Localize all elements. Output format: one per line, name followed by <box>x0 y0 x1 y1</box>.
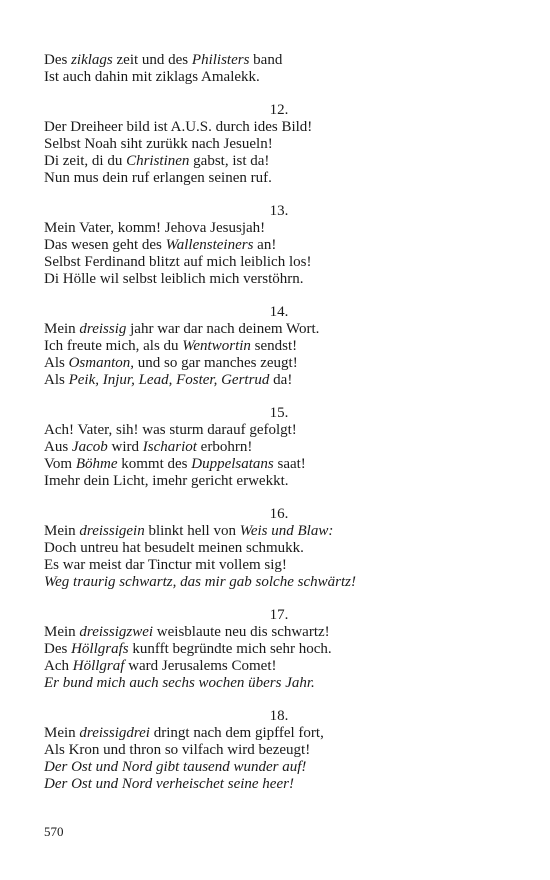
verse-line <box>44 271 514 288</box>
stanza-number: 16. <box>269 506 289 522</box>
text-run: jahr war dar nach deinem Wort. <box>126 321 320 337</box>
stanza-number: 15. <box>269 405 289 421</box>
italic-text: ziklags <box>71 52 113 68</box>
text-run: Als <box>44 355 69 371</box>
italic-text: Peik, Injur, Lead, Foster, Gertrud <box>68 372 270 388</box>
verse-line <box>44 321 514 338</box>
italic-text: Höllgraf <box>72 658 125 674</box>
italic-text: Er bund mich auch sechs wochen übers Jahr. <box>44 675 315 691</box>
italic-text: Der Ost und Nord verheischet seine heer! <box>44 776 294 792</box>
text-run: Selbst Ferdinand blitzt auf mich leiblich los! <box>44 254 312 270</box>
stanza <box>44 52 514 86</box>
verse-line <box>44 624 514 641</box>
italic-text: Höllgrafs <box>71 641 129 657</box>
italic-text: dreissigdrei <box>79 725 150 741</box>
text-run: Ach <box>44 658 73 674</box>
italic-text: Philisters <box>191 52 250 68</box>
text-run: band <box>249 52 283 68</box>
stanza-number: 17. <box>269 607 289 623</box>
text-run: saat! <box>273 456 306 472</box>
italic-text: Böhme <box>75 456 118 472</box>
stanza-number: 14. <box>269 304 289 320</box>
verse-line <box>44 473 514 490</box>
italic-text: Weis und Blaw: <box>239 523 334 539</box>
text-run: Ich freute mich, als du <box>44 338 183 354</box>
text-run: Di Hölle wil selbst leiblich mich verstöhrn. <box>44 271 304 287</box>
text-run: Mein <box>44 624 80 640</box>
stanza <box>44 607 514 692</box>
text-run: Als <box>44 372 69 388</box>
verse-line <box>44 220 514 237</box>
text-run: dringt nach dem gipffel fort, <box>149 725 324 741</box>
stanza <box>44 708 514 793</box>
text-run: ward Jerusalems Comet! <box>124 658 277 674</box>
verse-line <box>44 422 514 439</box>
text-run: Mein Vater, komm! Jehova Jesusjah! <box>44 220 266 236</box>
italic-text: dreissigzwei <box>79 624 154 640</box>
verse-line <box>44 153 514 170</box>
poem-page <box>44 52 514 793</box>
text-run: kunfft begründte mich sehr hoch. <box>128 641 332 657</box>
verse-line <box>44 254 514 271</box>
verse-line <box>44 675 514 692</box>
verse-line <box>44 456 514 473</box>
italic-text: dreissig <box>79 321 127 337</box>
text-run: gabst, ist da! <box>189 153 270 169</box>
stanza-number: 18. <box>269 708 289 724</box>
text-run: Di zeit, di du <box>44 153 127 169</box>
verse-line <box>44 759 514 776</box>
italic-text: Duppelsatans <box>191 456 274 472</box>
verse-line <box>44 540 514 557</box>
text-run: Mein <box>44 523 80 539</box>
italic-text: Wentwortin <box>182 338 251 354</box>
verse-line <box>44 136 514 153</box>
text-run: zeit und des <box>112 52 192 68</box>
verse-line <box>44 52 514 69</box>
text-run: Imehr dein Licht, imehr gericht erwekkt. <box>44 473 289 489</box>
text-run: und so gar manches zeugt! <box>134 355 298 371</box>
verse-line <box>44 557 514 574</box>
italic-text: Osmanton, <box>68 355 135 371</box>
text-run: Doch untreu hat besudelt meinen schmukk. <box>44 540 304 556</box>
verse-line <box>44 574 514 591</box>
stanza-number: 12. <box>269 102 289 118</box>
text-run: wird <box>107 439 143 455</box>
verse-line <box>44 742 514 759</box>
italic-text: Der Ost und Nord gibt tausend wunder auf! <box>44 759 307 775</box>
text-run: Ach! Vater, sih! was sturm darauf gefolgt! <box>44 422 297 438</box>
verse-line <box>44 658 514 675</box>
stanza <box>44 102 514 187</box>
italic-text: dreissigein <box>79 523 145 539</box>
italic-text: Ischariot <box>142 439 197 455</box>
stanza <box>44 506 514 591</box>
verse-line <box>44 237 514 254</box>
stanza <box>44 304 514 389</box>
text-run: Mein <box>44 321 80 337</box>
text-run: weisblaute neu dis schwartz! <box>153 624 330 640</box>
text-run: blinkt hell von <box>144 523 240 539</box>
verse-line <box>44 119 514 136</box>
text-run: erbohrn! <box>196 439 253 455</box>
text-run: an! <box>253 237 277 253</box>
stanza <box>44 405 514 490</box>
text-run: Des <box>44 52 72 68</box>
text-run: Selbst Noah siht zurükk nach Jesueln! <box>44 136 273 152</box>
text-run: Des <box>44 641 72 657</box>
verse-line <box>44 355 514 372</box>
verse-line <box>44 338 514 355</box>
text-run: kommt des <box>117 456 192 472</box>
text-run: Es war meist dar Tinctur mit vollem sig! <box>44 557 287 573</box>
verse-line <box>44 641 514 658</box>
verse-line <box>44 170 514 187</box>
verse-line <box>44 69 514 86</box>
verse-line <box>44 439 514 456</box>
text-run: Mein <box>44 725 80 741</box>
verse-line <box>44 523 514 540</box>
text-run: da! <box>269 372 293 388</box>
verse-line <box>44 776 514 793</box>
italic-text: Weg traurig schwartz, das mir gab solche schwärtz! <box>44 574 356 590</box>
stanza <box>44 203 514 288</box>
text-run: Das wesen geht des <box>44 237 166 253</box>
stanza-number: 13. <box>269 203 289 219</box>
italic-text: Jacob <box>71 439 108 455</box>
italic-text: Christinen <box>126 153 190 169</box>
text-run: Als Kron und thron so vilfach wird bezeugt! <box>44 742 311 758</box>
page-number: 570 <box>44 824 64 839</box>
italic-text: Wallensteiners <box>165 237 254 253</box>
verse-line <box>44 372 514 389</box>
text-run: sendst! <box>250 338 298 354</box>
verse-line <box>44 725 514 742</box>
text-run: Nun mus dein ruf erlangen seinen ruf. <box>44 170 272 186</box>
text-run: Der Dreiheer bild ist A.U.S. durch ides Bild! <box>44 119 313 135</box>
text-run: Vom <box>44 456 76 472</box>
text-run: Aus <box>44 439 72 455</box>
text-run: Ist auch dahin mit ziklags Amalekk. <box>44 69 260 85</box>
